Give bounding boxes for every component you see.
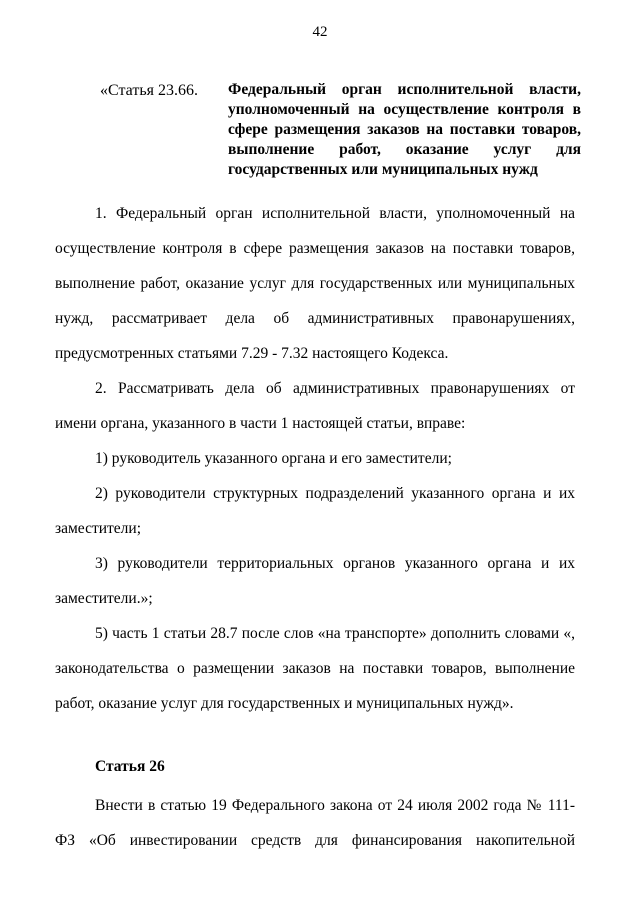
paragraph-4: 2) руководители структурных подразделений указанного органа и их заместители;	[55, 485, 575, 537]
article-title: Федеральный орган исполнительной власти, уполномоченный на осуществление контроля в сфере размещения заказов на поставки товаров, выполнение работ, оказание услуг для государственных или муниципальных нужд	[228, 81, 581, 178]
section-heading: Статья 26	[95, 758, 165, 775]
tail-paragraph: Внести в статью 19 Федерального закона от 24 июля 2002 года № 111-ФЗ «Об инвестировании средств для финансирования накопительной	[55, 797, 575, 849]
paragraph-1: 1. Федеральный орган исполнительной власти, уполномоченный на осуществление контроля в сфере размещения заказов на поставки товаров, выполнение работ, оказание услуг для государственных или муниципальных нужд, рассматривает дела об административных правонарушениях, предусмотренных статьями 7.29 - 7.32 настоящего Кодекса.	[55, 205, 575, 362]
document-body	[55, 196, 575, 721]
paragraph-2: 2. Рассматривать дела об административных правонарушениях от имени органа, указанного в части 1 настоящей статьи, вправе:	[55, 380, 575, 432]
tail-text	[55, 788, 575, 858]
paragraph-5: 3) руководители территориальных органов указанного органа и их заместители.»;	[55, 555, 575, 607]
page-number: 42	[312, 24, 328, 40]
article-header	[100, 80, 600, 180]
paragraph-3: 1) руководитель указанного органа и его заместители;	[95, 450, 452, 467]
paragraph-6: 5) часть 1 статьи 28.7 после слов «на транспорте» дополнить словами «, законодательства о размещении заказов на поставки товаров, выполнение работ, оказание услуг для государственных и муниципальных нужд».	[55, 625, 575, 712]
article-label: «Статья 23.66.	[100, 82, 198, 99]
